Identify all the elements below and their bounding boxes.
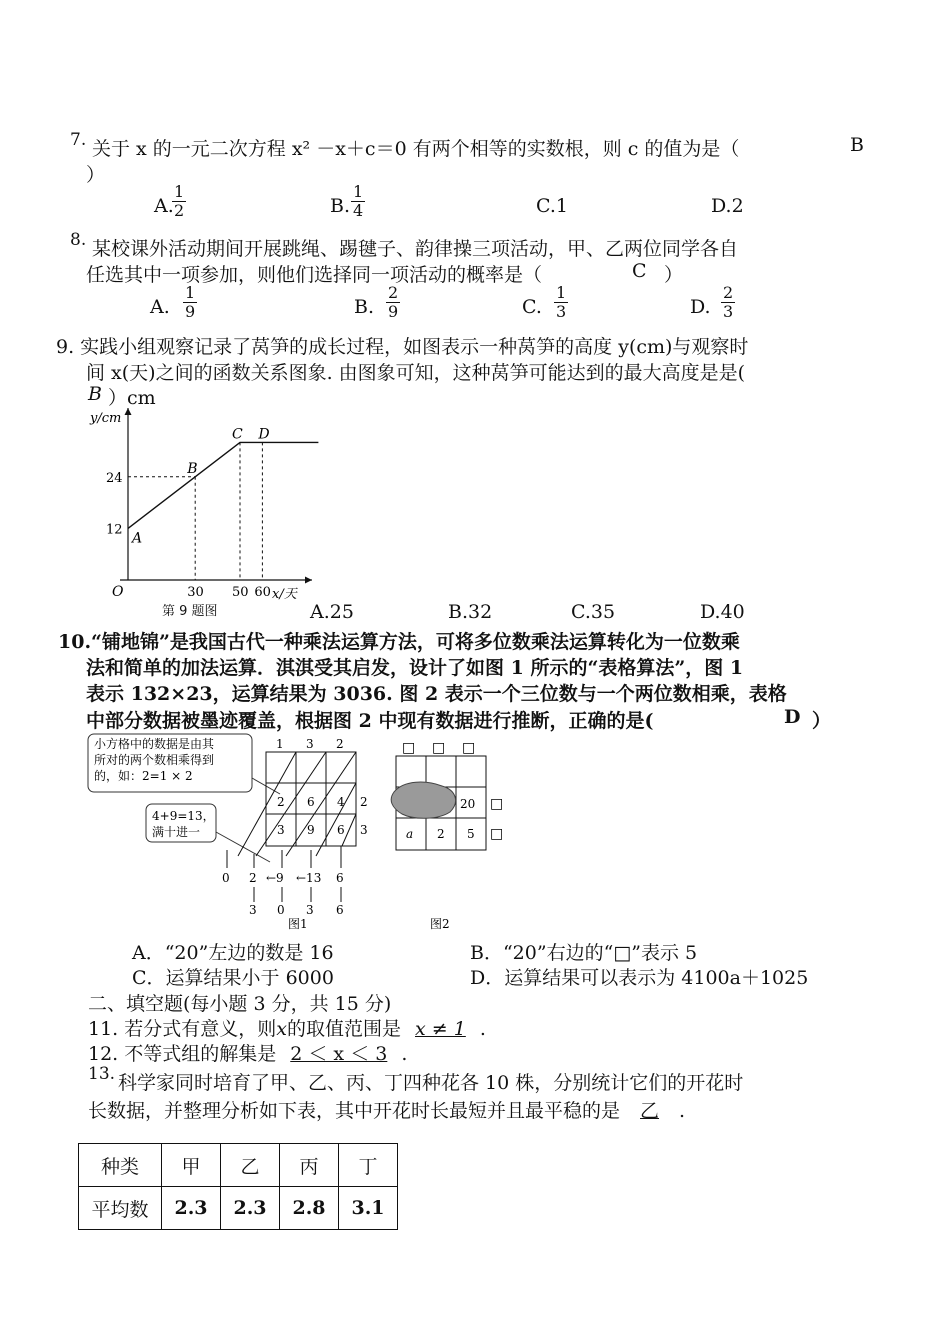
fig1-sum-2: 2 xyxy=(249,871,257,885)
table-header-cell: 甲 xyxy=(162,1144,221,1187)
q9-graph xyxy=(80,400,320,600)
ink-blot xyxy=(391,782,455,818)
q8-answer: C xyxy=(632,260,647,282)
q10-figure-2 xyxy=(390,740,510,932)
q12-end: . xyxy=(401,1043,408,1065)
q8-option-b-fraction: $\frac{2}{9}$ xyxy=(388,283,399,321)
fig2-top-2: □ xyxy=(432,740,446,756)
q11-pre: 11. 若分式有意义，则 xyxy=(88,1018,277,1040)
section-2-heading: 二、填空题(每小题 3 分，共 15 分) xyxy=(88,993,392,1015)
q8-stem-line2: 任选其中一项参加，则他们选择同一项活动的概率是（ xyxy=(86,264,543,286)
q8-option-b-label: B. xyxy=(354,296,375,318)
q7-stem-line1: 关于 x 的一元二次方程 x² －x＋c＝0 有两个相等的实数根，则 c 的值为是（ xyxy=(92,138,740,160)
fig1-cell-4: 3 xyxy=(277,823,285,837)
q8-stem-line1: 某校课外活动期间开展跳绳、踢毽子、韵律操三项活动，甲、乙两位同学各自 xyxy=(92,238,739,260)
q7-option-b-label: B. xyxy=(330,195,351,217)
q9-stem-line1: 9. 实践小组观察记录了莴笋的成长过程，如图表示一种莴笋的高度 y(cm)与观察时 xyxy=(56,336,749,358)
q13-stem-line2: 长数据，并整理分析如下表，其中开花时长最短并且最平稳的是 xyxy=(88,1100,621,1122)
q10-option-c: C．运算结果小于 6000 xyxy=(132,967,334,989)
fig1-top-2: 3 xyxy=(306,737,314,751)
table-cell: 2.3 xyxy=(221,1187,280,1230)
q7-option-a-fraction: $\frac{1}{2}$ xyxy=(174,182,185,220)
q8-number: 8. xyxy=(70,230,87,250)
q8-option-d-label: D. xyxy=(690,296,711,318)
fig1-result-4: 6 xyxy=(336,903,344,917)
fig2-cell-20: 20 xyxy=(460,797,476,811)
q10-answer: D xyxy=(784,706,801,728)
q9-option-b: B.32 xyxy=(448,601,493,623)
fig2-caption: 图2 xyxy=(430,917,450,931)
q7-option-b-fraction: $\frac{1}{4}$ xyxy=(353,182,364,220)
q10-figure-1 xyxy=(84,732,384,932)
fig1-right-2: 3 xyxy=(360,823,368,837)
q8-close-paren: ） xyxy=(664,264,684,286)
fig2-cell-2: 2 xyxy=(437,827,445,841)
y-tick-12: 12 xyxy=(106,522,123,538)
q9-stem-line2: 间 x(天)之间的函数关系图象. 由图象可知，这种莴笋可能达到的最大高度是是( xyxy=(86,362,746,384)
q8-option-a-label: A. xyxy=(150,296,170,318)
table-header-row xyxy=(79,1144,398,1187)
q11-end: . xyxy=(479,1018,486,1040)
table-cell: 2.8 xyxy=(280,1187,339,1230)
q7-answer: B xyxy=(850,134,864,156)
q12-pre: 12. 不等式组的解集是 xyxy=(88,1043,277,1065)
figure-2-svg xyxy=(390,740,510,932)
point-label-D: D xyxy=(258,426,270,443)
fig1-sum-5: 6 xyxy=(336,871,344,885)
q8-option-c-fraction: $\frac{1}{3}$ xyxy=(556,283,567,321)
q11-mid: 的取值范围是 xyxy=(286,1018,401,1040)
q7-number: 7. xyxy=(70,130,87,150)
q12-answer: 2 ＜ x ＜ 3 xyxy=(290,1043,388,1065)
q9-option-c: C.35 xyxy=(571,601,616,623)
table-header-cell: 丁 xyxy=(339,1144,398,1187)
table-cell: 2.3 xyxy=(162,1187,221,1230)
x-axis-label: x/天 xyxy=(272,587,297,600)
fig1-sum-4: ←13 xyxy=(296,871,322,885)
table-header-cell: 丙 xyxy=(280,1144,339,1187)
fig1-top-1: 1 xyxy=(276,737,284,751)
x-tick-60: 60 xyxy=(254,585,271,600)
q13-end: . xyxy=(679,1100,686,1122)
q9-figure-caption: 第 9 题图 xyxy=(162,604,218,619)
q9-stem-line3: ）cm xyxy=(108,387,156,409)
q13-number: 13. xyxy=(88,1064,116,1084)
q10-stem-line4: 中部分数据被墨迹覆盖，根据图 2 中现有数据进行推断，正确的是( xyxy=(86,710,654,732)
fig1-note1-line3: 的，如：2=1 × 2 xyxy=(94,769,193,783)
q10-option-a: A．“20”左边的数是 16 xyxy=(132,942,334,964)
q12 xyxy=(88,1039,407,1066)
q7-option-c: C.1 xyxy=(536,195,568,217)
q8-option-a-fraction: $\frac{1}{9}$ xyxy=(185,283,196,321)
q10-stem-line3: 表示 132×23，运算结果为 3036. 图 2 表示一个三位数与一个两位数相乘，表格 xyxy=(86,683,787,705)
fig1-note2-line1: 4+9=13， xyxy=(152,809,215,823)
x-tick-50: 50 xyxy=(232,585,249,600)
y-tick-24: 24 xyxy=(106,470,123,486)
fig1-note2-line2: 满十进一 xyxy=(152,825,201,839)
q7-option-a-label: A. xyxy=(154,195,174,217)
point-label-A: A xyxy=(132,530,143,547)
q10-option-b: B．“20”右边的“□”表示 5 xyxy=(470,942,698,964)
q10-close-paren: ） xyxy=(812,710,832,732)
fig1-sum-1: 0 xyxy=(222,871,230,885)
q13-stem-line2-wrap xyxy=(88,1096,685,1123)
fig2-top-1: □ xyxy=(402,740,416,756)
q10-stem-line2: 法和简单的加法运算．淇淇受其启发，设计了如图 1 所示的“表格算法”，图 1 xyxy=(86,657,744,679)
fig1-cell-1: 2 xyxy=(277,795,285,809)
flower-data-table xyxy=(78,1143,398,1230)
fig2-cell-a: a xyxy=(406,827,414,841)
q11 xyxy=(88,1014,486,1041)
q10-option-d: D．运算结果可以表示为 4100a＋1025 xyxy=(470,967,809,989)
table-header-cell: 乙 xyxy=(221,1144,280,1187)
q9-option-a: A.25 xyxy=(310,601,354,623)
table-row-label: 平均数 xyxy=(79,1187,162,1230)
point-label-C: C xyxy=(232,426,243,443)
figure-1-svg xyxy=(84,732,384,932)
table-cell: 3.1 xyxy=(339,1187,398,1230)
fig1-sum-3: ←9 xyxy=(266,871,284,885)
fig1-cell-2: 6 xyxy=(307,795,315,809)
q11-answer: x ≠ 1 xyxy=(415,1018,466,1040)
fig1-right-1: 2 xyxy=(360,795,368,809)
fig1-caption: 图1 xyxy=(288,917,308,931)
fig2-top-3: □ xyxy=(462,740,476,756)
q7-option-d: D.2 xyxy=(711,195,744,217)
fig1-note1-line2: 所对的两个数相乘得到 xyxy=(94,753,215,767)
fig1-result-2: 0 xyxy=(277,903,285,917)
x-tick-30: 30 xyxy=(187,585,204,600)
fig1-note1-line1: 小方格中的数据是由其 xyxy=(94,737,215,751)
q13-answer: 乙 xyxy=(640,1100,660,1122)
q10-stem-line1: 10.“铺地锦”是我国古代一种乘法运算方法，可将多位数乘法运算转化为一位数乘 xyxy=(58,631,740,653)
q13-stem-line1: 科学家同时培育了甲、乙、丙、丁四种花各 10 株，分别统计它们的开花时 xyxy=(118,1072,744,1094)
fig1-cell-3: 4 xyxy=(337,795,345,809)
fig1-cell-6: 6 xyxy=(337,823,345,837)
y-axis-label: y/cm xyxy=(90,411,122,426)
point-label-B: B xyxy=(187,460,198,477)
q7-stem-line2: ） xyxy=(86,164,106,186)
series-line-height xyxy=(128,442,318,528)
table-row xyxy=(79,1187,398,1230)
q9-answer: B xyxy=(88,383,102,405)
table-header-cell: 种类 xyxy=(79,1144,162,1187)
q9-graph-svg xyxy=(80,400,320,600)
fig2-right-1: □ xyxy=(490,796,504,812)
q8-option-d-fraction: $\frac{2}{3}$ xyxy=(723,283,734,321)
q11-var: x xyxy=(276,1018,287,1040)
fig1-cell-5: 9 xyxy=(307,823,315,837)
q9-option-d: D.40 xyxy=(700,601,745,623)
fig1-top-3: 2 xyxy=(336,737,344,751)
fig1-result-3: 3 xyxy=(306,903,314,917)
fig2-cell-5: 5 xyxy=(467,827,475,841)
q8-option-c-label: C. xyxy=(522,296,542,318)
fig2-right-2: □ xyxy=(490,826,504,842)
origin-label: O xyxy=(112,584,124,600)
fig1-result-1: 3 xyxy=(249,903,257,917)
